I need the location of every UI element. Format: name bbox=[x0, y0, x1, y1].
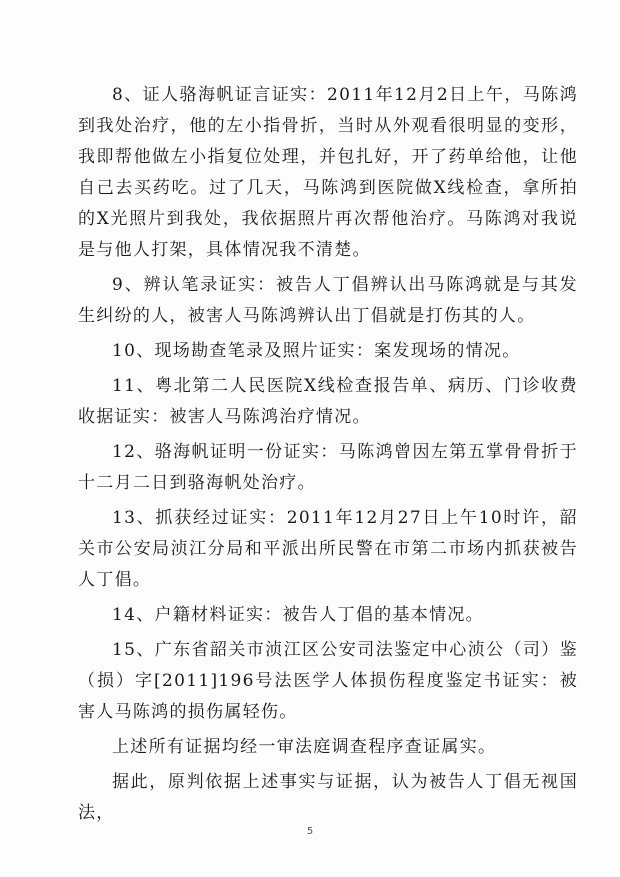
paragraph-hospital-records: 11、粤北第二人民医院X线检查报告单、病历、门诊收费收据证实：被害人马陈鸿治疗情况。 bbox=[78, 376, 578, 427]
page-number: 5 bbox=[306, 826, 314, 837]
paragraph-judgment-basis: 据此，原判依据上述事实与证据，认为被告人丁倡无视国法， bbox=[78, 772, 578, 823]
paragraph-treatment-proof: 12、骆海帆证明一份证实：马陈鸿曾因左第五掌骨骨折于十二月二日到骆海帆处治疗。 bbox=[78, 442, 578, 493]
paragraph-evidence-verified: 上述所有证据均经一审法庭调查程序查证属实。 bbox=[112, 737, 497, 757]
paragraph-scene-inspection: 10、现场勘查笔录及照片证实：案发现场的情况。 bbox=[112, 341, 521, 361]
paragraph-arrest-details: 13、抓获经过证实：2011年12月27日上午10时许，韶关市公安局浈江分局和平派出所民警在市第二市场内抓获被告人丁倡。 bbox=[78, 508, 578, 590]
document-body bbox=[78, 80, 578, 829]
paragraph-household-registration: 14、户籍材料证实：被告人丁倡的基本情况。 bbox=[112, 605, 484, 625]
paragraph-identification-record: 9、辨认笔录证实：被告人丁倡辨认出马陈鸿就是与其发生纠纷的人，被害人马陈鸿辨认出丁倡就是打伤其的人。 bbox=[78, 275, 578, 326]
paragraph-witness-testimony: 8、证人骆海帆证言证实：2011年12月2日上午，马陈鸿到我处治疗，他的左小指骨折，当时从外观看很明显的变形，我即帮他做左小指复位处理，并包扎好，开了药单给他，让他自己去买药吃。过了几天，马陈鸿到医院做X线检查，拿所拍的X光照片到我处，我依据照片再次帮他治疗。马陈鸿对我说是与他人打架，具体情况我不清楚。 bbox=[78, 85, 578, 260]
paragraph-forensic-appraisal: 15、广东省韶关市浈江区公安司法鉴定中心浈公（司）鉴（损）字[2011]196号法医学人体损伤程度鉴定书证实：被害人马陈鸿的损伤属轻伤。 bbox=[78, 640, 578, 722]
